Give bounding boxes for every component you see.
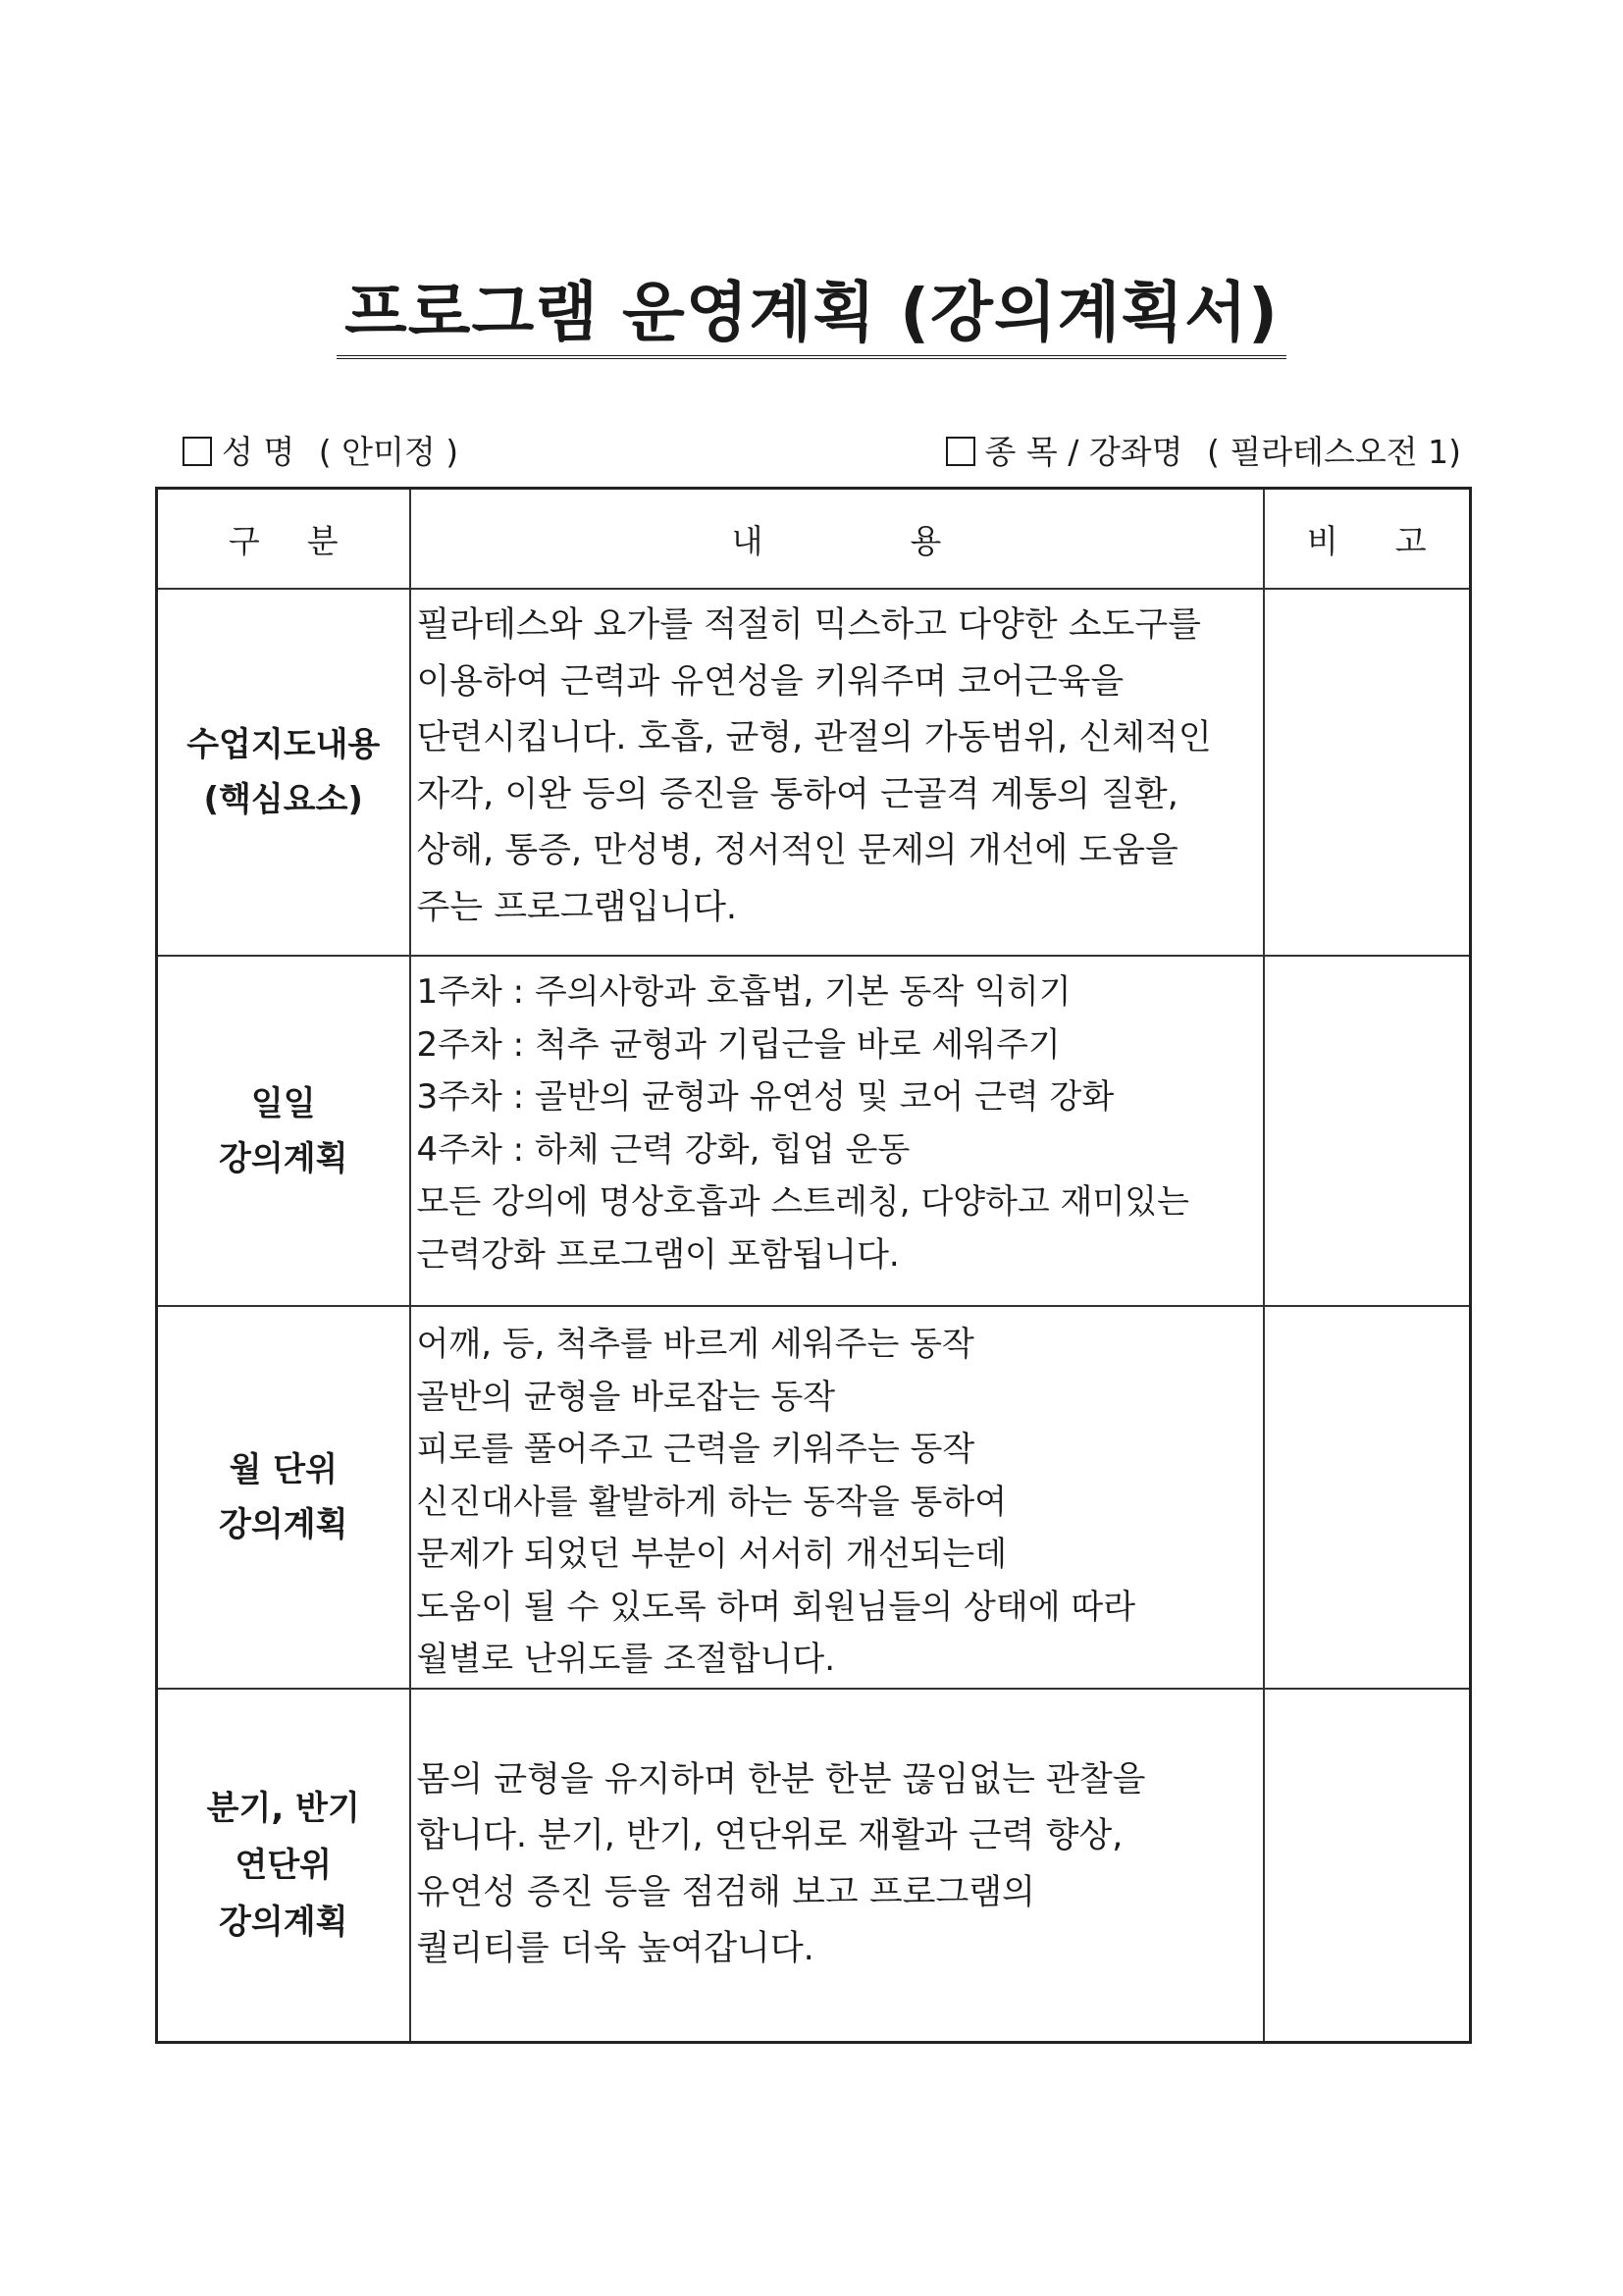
table-row	[157, 1689, 1471, 2042]
subject-label: 종 목 / 강좌명	[984, 433, 1183, 471]
row-content: 필라테스와 요가를 적절히 믹스하고 다양한 소도구를 이용하여 근력과 유연성을 키워주며 코어근육을 단련시킵니다. 호흡, 균형, 관절의 가동범위, 신체적인 자각, 이완 등의 증진을 통하여 근골격 계통의 질환, 상해, 통증, 만성병, 정서적인 문제의 개선에 도움을 주는 프로그램입니다.	[410, 589, 1264, 956]
row-category: 분기, 반기 연단위 강의계획	[157, 1689, 410, 2042]
lecture-plan-table	[155, 487, 1472, 2044]
row-note	[1264, 1306, 1471, 1689]
row-content: 몸의 균형을 유지하며 한분 한분 끊임없는 관찰을 합니다. 분기, 반기, 연단위로 재활과 근력 향상, 유연성 증진 등을 점검해 보고 프로그램의 퀄리티를 더욱 높여갑니다.	[410, 1689, 1264, 2042]
header-content-char-2: 용	[910, 521, 942, 560]
row-content: 1주차 : 주의사항과 호흡법, 기본 동작 익히기 2주차 : 척추 균형과 기립근을 바로 세워주기 3주차 : 골반의 균형과 유연성 및 코어 근력 강화 4주차 : 하체 근력 강화, 힙업 운동 모든 강의에 명상호흡과 스트레칭, 다양하고 재미있는 근력강화 프로그램이 포함됩니다.	[410, 956, 1264, 1306]
row-note	[1264, 589, 1471, 956]
checkbox-icon	[183, 437, 212, 466]
header-note	[1264, 489, 1471, 590]
name-label: 성 명	[222, 433, 295, 471]
row-category: 수업지도내용 (핵심요소)	[157, 589, 410, 956]
row-note	[1264, 956, 1471, 1306]
checkbox-icon	[946, 437, 975, 466]
subject-value: ( 필라테스오전 1)	[1207, 433, 1461, 471]
header-category-char-2: 분	[306, 521, 339, 560]
page-title	[0, 273, 1623, 359]
row-content: 어깨, 등, 척추를 바르게 세워주는 동작 골반의 균형을 바로잡는 동작 피로를 풀어주고 근력을 키워주는 동작 신진대사를 활발하게 하는 동작을 통하여 문제가 되었던 부분이 서서히 개선되는데 도움이 될 수 있도록 하며 회원님들의 상태에 따라 월별로 난위도를 조절합니다.	[410, 1306, 1264, 1689]
name-value: ( 안미정 )	[318, 433, 459, 471]
header-category	[157, 489, 410, 590]
table-row	[157, 589, 1471, 956]
page-title-text: 프로그램 운영계획 (강의계획서)	[337, 273, 1286, 359]
header-content	[410, 489, 1264, 590]
subject-field	[946, 427, 1461, 473]
name-field	[183, 427, 458, 473]
header-note-char-1: 비	[1306, 521, 1338, 560]
header-content-char-1: 내	[731, 521, 763, 560]
table-row	[157, 956, 1471, 1306]
row-category: 일일 강의계획	[157, 956, 410, 1306]
row-category: 월 단위 강의계획	[157, 1306, 410, 1689]
row-note	[1264, 1689, 1471, 2042]
header-note-char-2: 고	[1394, 521, 1427, 560]
header-category-char-1: 구	[228, 521, 260, 560]
table-header-row	[157, 489, 1471, 590]
table-row	[157, 1306, 1471, 1689]
